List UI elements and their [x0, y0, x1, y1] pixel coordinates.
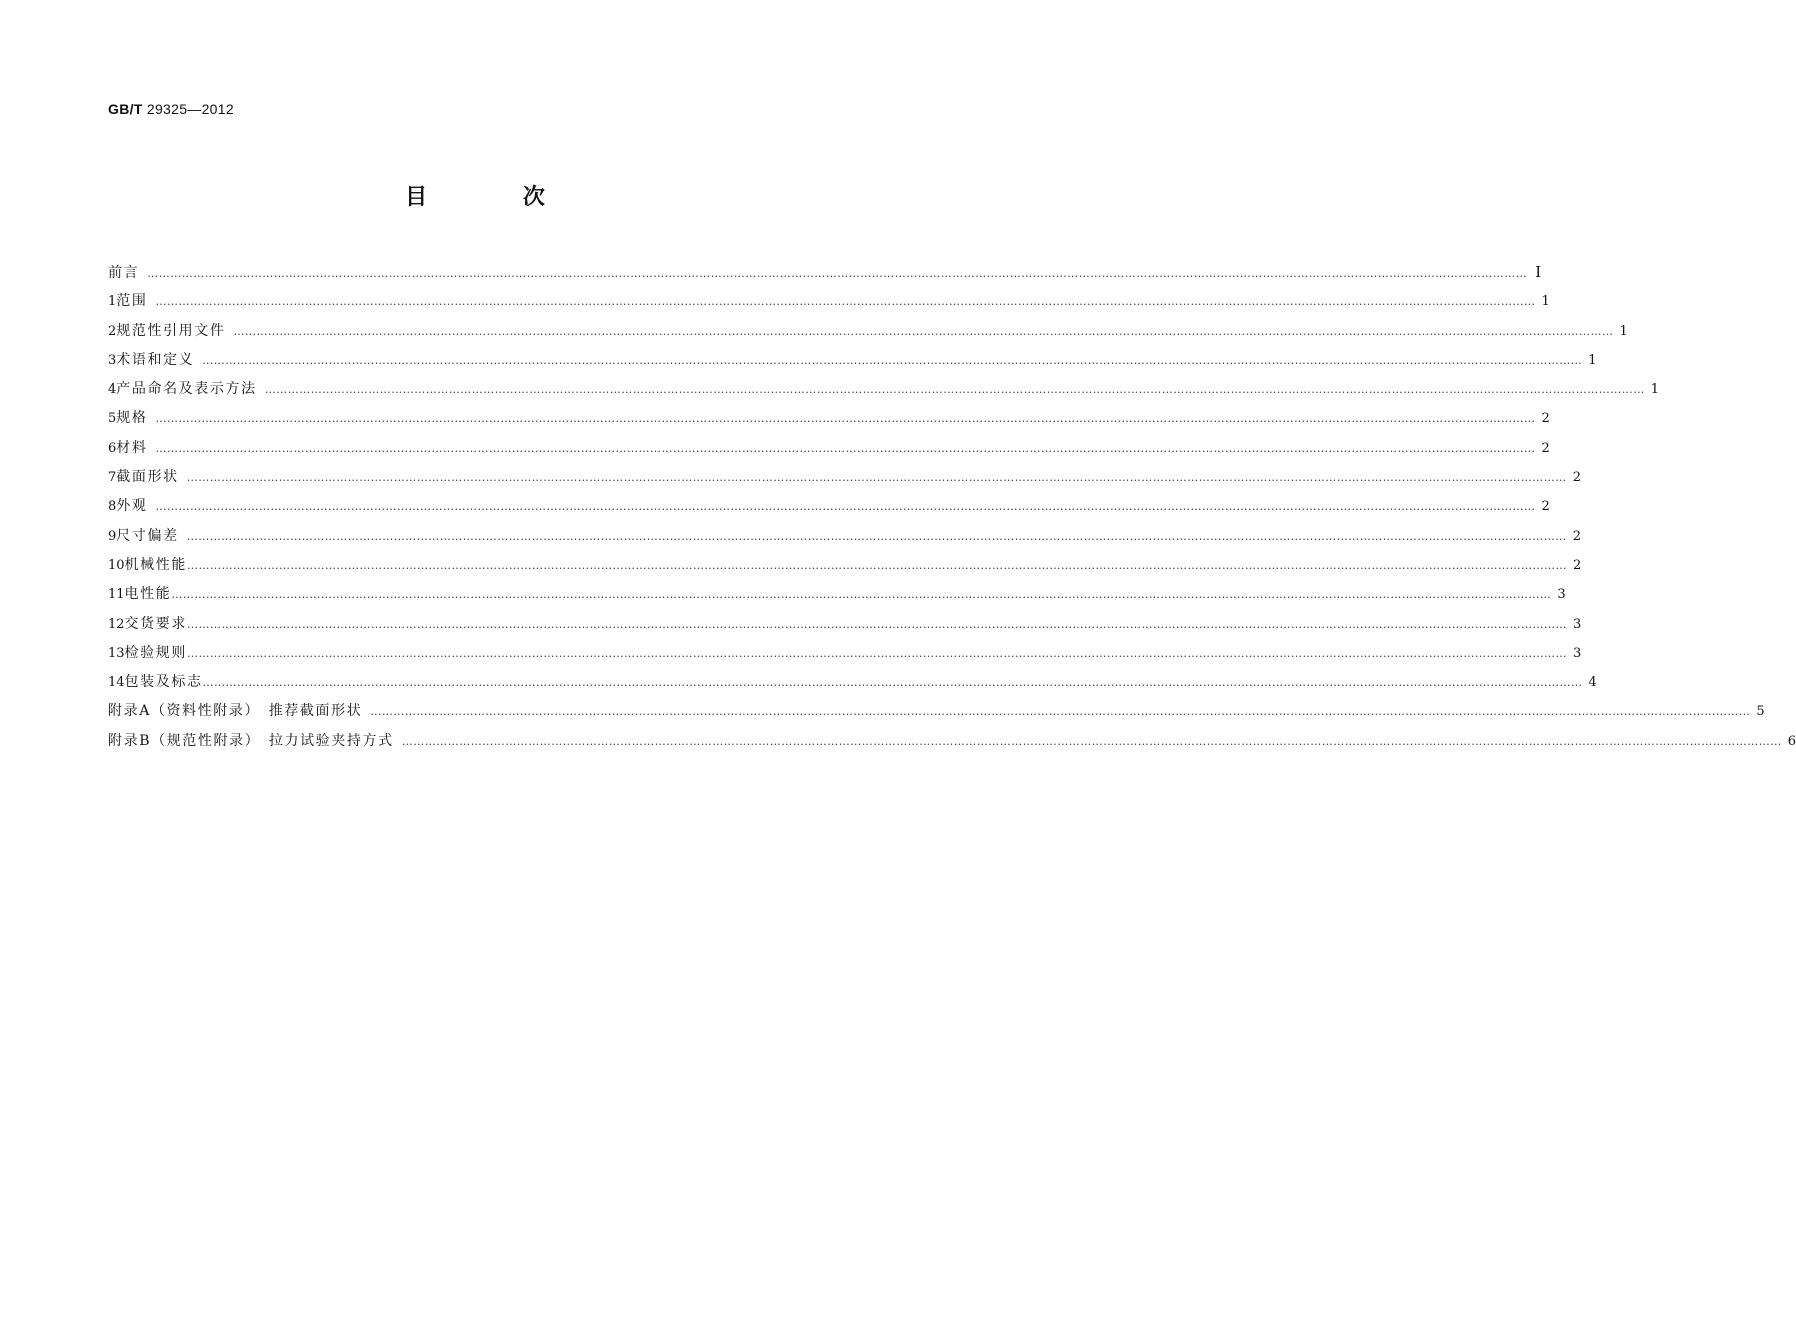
standard-number: 29325—2012	[146, 101, 234, 117]
dot-leader: ………………………………………………………………………………………………………………………………………………………………………………………………………………………………………………………………………………………………………………………………	[186, 471, 1567, 485]
toc-entry-number: 7	[108, 470, 117, 486]
toc-entry-foreword[interactable]	[108, 258, 1542, 287]
toc-entry-page: 2	[1572, 557, 1582, 573]
toc-entry-number: 12	[108, 616, 125, 632]
dot-leader: ………………………………………………………………………………………………………………………………………………………………………………………………………………………………………………………………………………………………………………………………	[202, 353, 1583, 367]
toc-entry-page: 2	[1541, 411, 1550, 427]
toc-entry-number: 11	[108, 587, 125, 603]
toc-entry-page: 3	[1557, 587, 1566, 603]
dot-leader: ………………………………………………………………………………………………………………………………………………………………………………………………………………………………………………………………………………………………………………………………	[155, 500, 1536, 514]
toc-entry-11[interactable]	[108, 580, 1566, 609]
toc-entry-page: 2	[1572, 470, 1581, 486]
toc-entry-5[interactable]	[108, 404, 1550, 433]
dot-leader: ………………………………………………………………………………………………………………………………………………………………………………………………………………………………………………………………………………………………………………………………	[370, 705, 1751, 719]
toc-entry-page: 2	[1541, 440, 1550, 456]
toc-entry-label: 规格	[116, 410, 148, 427]
toc-entry-page: 6	[1787, 733, 1796, 749]
toc-entry-6[interactable]	[108, 434, 1550, 463]
toc-entry-annex-a[interactable]	[108, 697, 1765, 726]
toc-entry-3[interactable]	[108, 346, 1597, 375]
toc-entry-label: 附录B（规范性附录） 拉力试验夹持方式	[108, 732, 394, 749]
toc-entry-page: 1	[1541, 294, 1550, 310]
toc-entry-page: 2	[1541, 499, 1550, 515]
dot-leader: ………………………………………………………………………………………………………………………………………………………………………………………………………………………………………………………………………………………………………………………………	[155, 295, 1536, 309]
dot-leader: ………………………………………………………………………………………………………………………………………………………………………………………………………………………………………………………………………………………………………………………………	[171, 588, 1552, 602]
dot-leader: ………………………………………………………………………………………………………………………………………………………………………………………………………………………………………………………………………………………………………………………………	[186, 646, 1567, 660]
toc-entry-4[interactable]	[108, 375, 1659, 404]
standard-prefix: GB/T	[108, 101, 143, 117]
toc-entry-page: Ⅰ	[1535, 263, 1542, 281]
dot-leader: ………………………………………………………………………………………………………………………………………………………………………………………………………………………………………………………………………………………………………………………………	[147, 267, 1528, 280]
toc-entry-2[interactable]	[108, 317, 1628, 346]
toc-entry-14[interactable]	[108, 668, 1597, 697]
toc-entry-7[interactable]	[108, 463, 1581, 492]
toc-entry-label: 交货要求	[124, 615, 187, 632]
toc-entry-number: 10	[108, 557, 125, 573]
toc-entry-page: 4	[1588, 675, 1597, 691]
toc-entry-13[interactable]	[108, 639, 1582, 668]
dot-leader: ………………………………………………………………………………………………………………………………………………………………………………………………………………………………………………………………………………………………………………………………	[186, 529, 1567, 543]
dot-leader: ………………………………………………………………………………………………………………………………………………………………………………………………………………………………………………………………………………………………………………………………	[186, 558, 1567, 572]
toc-entry-label: 范围	[116, 293, 148, 310]
toc-entry-page: 2	[1572, 528, 1581, 544]
toc-entry-label: 尺寸偏差	[116, 527, 179, 544]
toc-entry-number: 1	[108, 294, 117, 310]
toc-entry-label: 材料	[116, 439, 148, 456]
dot-leader: ………………………………………………………………………………………………………………………………………………………………………………………………………………………………………………………………………………………………………………………………	[186, 617, 1567, 631]
toc-entry-number: 2	[108, 323, 117, 339]
toc-entry-label: 包装及标志	[124, 674, 203, 691]
toc-entry-number: 8	[108, 499, 117, 515]
dot-leader: ………………………………………………………………………………………………………………………………………………………………………………………………………………………………………………………………………………………………………………………………	[155, 412, 1536, 426]
dot-leader: ………………………………………………………………………………………………………………………………………………………………………………………………………………………………………………………………………………………………………………………………	[233, 324, 1614, 338]
toc-entry-label: 外观	[116, 498, 148, 515]
toc-entry-page: 1	[1650, 382, 1659, 398]
toc-entry-label: 检验规则	[124, 644, 187, 661]
toc-entry-label: 规范性引用文件	[116, 322, 226, 339]
toc-entry-number: 4	[108, 382, 117, 398]
toc-entry-label: 电性能	[124, 586, 172, 603]
toc-entry-1[interactable]	[108, 287, 1550, 316]
toc-entry-label: 机械性能	[124, 556, 187, 573]
toc-entry-page: 5	[1756, 704, 1765, 720]
standard-code	[108, 101, 234, 117]
toc-entry-label: 前言	[108, 265, 140, 281]
dot-leader: ………………………………………………………………………………………………………………………………………………………………………………………………………………………………………………………………………………………………………………………………	[155, 441, 1536, 455]
toc-entry-page: 1	[1619, 323, 1628, 339]
toc-entry-12[interactable]	[108, 610, 1582, 639]
toc-entry-number: 5	[108, 411, 117, 427]
toc-entry-number: 14	[108, 675, 125, 691]
toc-entry-9[interactable]	[108, 522, 1581, 551]
toc-entry-page: 3	[1572, 645, 1582, 661]
toc-entry-8[interactable]	[108, 492, 1550, 521]
toc-entry-10[interactable]	[108, 551, 1582, 580]
page-title: 目 次	[405, 185, 589, 210]
dot-leader: ………………………………………………………………………………………………………………………………………………………………………………………………………………………………………………………………………………………………………………………………	[401, 734, 1782, 748]
toc-entry-number: 6	[108, 440, 117, 456]
toc-entry-number: 9	[108, 528, 117, 544]
toc-entry-number: 13	[108, 645, 125, 661]
dot-leader: ………………………………………………………………………………………………………………………………………………………………………………………………………………………………………………………………………………………………………………………………	[202, 676, 1583, 690]
toc-entry-label: 产品命名及表示方法	[116, 381, 257, 398]
toc-entry-page: 3	[1572, 616, 1582, 632]
toc-entry-label: 截面形状	[116, 469, 179, 486]
toc-entry-page: 1	[1588, 352, 1597, 368]
dot-leader: ………………………………………………………………………………………………………………………………………………………………………………………………………………………………………………………………………………………………………………………………	[264, 383, 1645, 397]
toc-entry-number: 3	[108, 352, 117, 368]
table-of-contents	[108, 258, 1796, 756]
toc-entry-annex-b[interactable]	[108, 727, 1796, 756]
toc-entry-label: 术语和定义	[116, 351, 195, 368]
toc-entry-label: 附录A（资料性附录） 推荐截面形状	[108, 703, 363, 720]
